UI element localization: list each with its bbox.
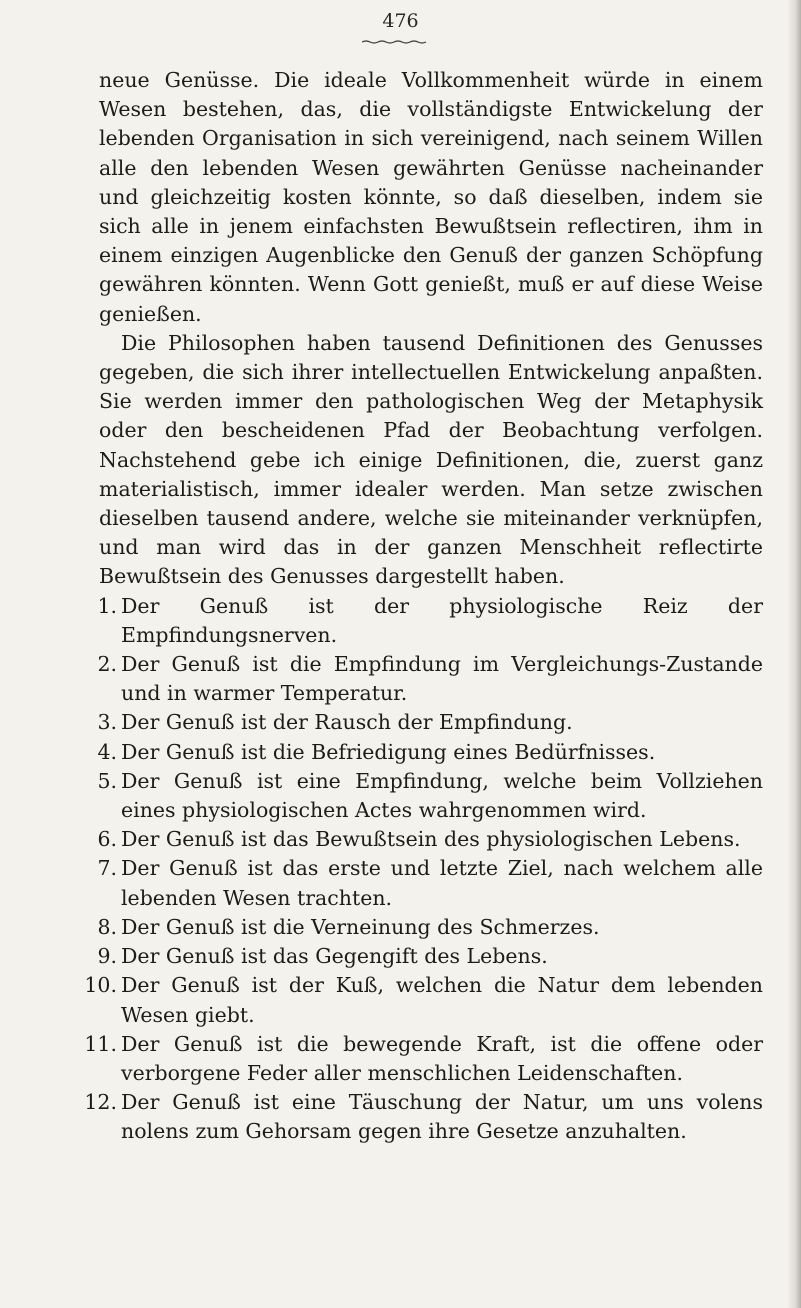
definition-number: 6. (97, 827, 117, 852)
definitions-list (84, 592, 763, 1147)
definition-item (99, 825, 763, 854)
definition-text: Der Genuß ist eine Täuschung der Natur, um uns volens nolens zum Gehorsam gegen ihre Gesetze anzuhalten. (121, 1090, 763, 1144)
page-edge-shadow (787, 0, 801, 1308)
definition-item (99, 767, 763, 825)
definition-text: Der Genuß ist das Gegengift des Lebens. (121, 944, 548, 969)
definition-item (99, 650, 763, 708)
definition-number: 8. (97, 914, 117, 939)
definition-text: Der Genuß ist der Kuß, welchen die Natur dem lebenden Wesen giebt. (121, 973, 763, 1027)
definition-text: Der Genuß ist die Befriedigung eines Bedürfnisses. (121, 739, 656, 764)
definition-text: Der Genuß ist das Bewußtsein des physiologischen Lebens. (121, 827, 741, 852)
definition-text: Der Genuß ist die Empfindung im Vergleichungs-Zustande und in warmer Temperatur. (121, 652, 763, 706)
definition-text: Der Genuß ist eine Empfindung, welche beim Vollziehen eines physiologischen Actes wahrgenommen wird. (121, 768, 763, 823)
definition-number: 7. (97, 856, 117, 881)
paragraph-continuation: neue Genüsse. Die ideale Vollkommenheit würde in einem Wesen bestehen, das, die vollständigste Entwickelung der lebenden Organisation in sich vereinigend, nach seinem Willen alle den lebenden Wesen gewährten Genüsse nacheinander und gleichzeitig kosten könnte, so daß dieselben, indem sie sich alle in jenem einfachsten Bewußtsein reflectiren, ihm in einem einzigen Augenblicke den Genuß der ganzen Schöpfung gewähren könnten. Wenn Gott genießt, muß er auf diese Weise genießen. (99, 68, 763, 326)
page-number: 476 (382, 10, 419, 32)
definition-item (99, 942, 763, 971)
definition-text: Der Genuß ist der Rausch der Empfindung. (121, 710, 573, 735)
definition-text: Der Genuß ist das erste und letzte Ziel, nach welchem alle lebenden Wesen trachten. (121, 856, 763, 910)
definition-number: 9. (97, 944, 117, 969)
definition-number: 3. (97, 710, 117, 735)
definition-item (84, 971, 763, 1029)
definition-number: 2. (97, 652, 117, 677)
page-number-ornament (362, 40, 428, 44)
definition-item (99, 854, 763, 912)
definition-item (84, 1030, 763, 1088)
definition-number: 12. (84, 1090, 117, 1115)
definition-text: Der Genuß ist die Verneinung des Schmerzes. (121, 914, 600, 939)
definition-item (99, 738, 763, 767)
paragraph-definitions-intro: Die Philosophen haben tausend Definitionen des Genusses gegeben, die sich ihrer intellectuellen Entwickelung anpaßten. Sie werden immer den pathologischen Weg der Metaphysik oder den bescheidenen Pfad der Beobachtung verfolgen. Nachstehend gebe ich einige Definitionen, die, zuerst ganz materialistisch, immer idealer werden. Man setze zwischen dieselben tausend andere, welche sie miteinander verknüpfen, und man wird das in der ganzen Menschheit reflectirte Bewußtsein des Genusses dargestellt haben. (99, 330, 763, 589)
definition-text: Der Genuß ist die bewegende Kraft, ist die offene oder verborgene Feder aller menschlichen Leidenschaften. (121, 1031, 763, 1085)
body-text (84, 66, 763, 1147)
definition-text: Der Genuß ist der physiologische Reiz der Empfindungsnerven. (121, 593, 763, 647)
definition-item (84, 1088, 763, 1146)
definition-item (99, 708, 763, 737)
definition-number: 10. (84, 973, 117, 998)
definition-number: 1. (97, 593, 117, 618)
definition-number: 5. (97, 768, 117, 793)
definition-number: 11. (84, 1031, 117, 1056)
definition-item (99, 592, 763, 650)
definition-item (99, 913, 763, 942)
definition-number: 4. (97, 739, 117, 764)
